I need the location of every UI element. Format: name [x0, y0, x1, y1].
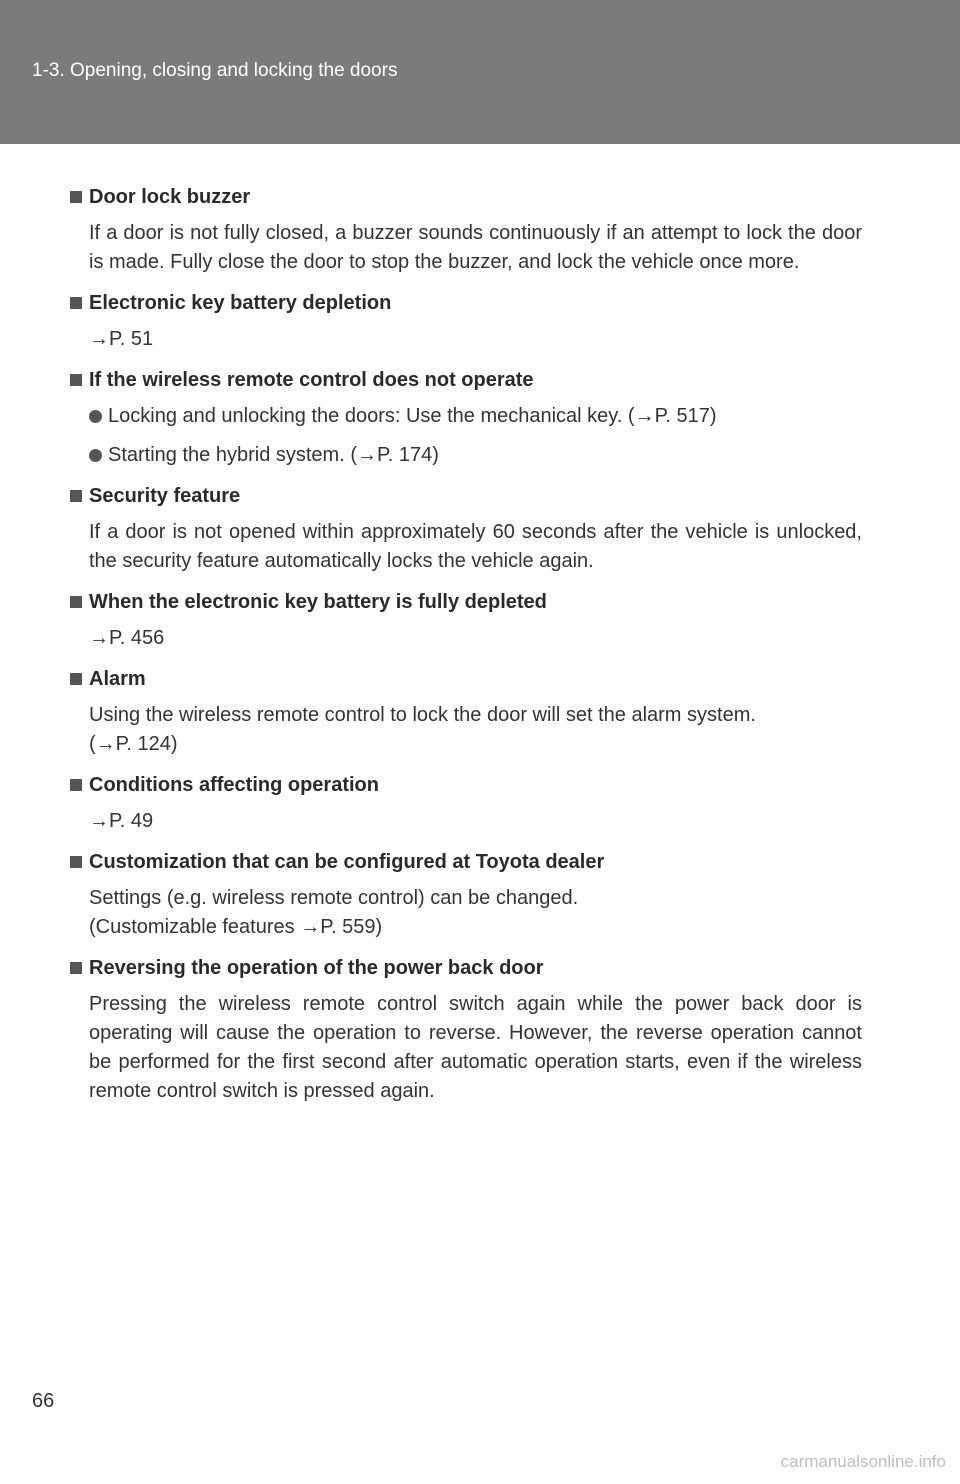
body-line: (Customizable features →P. 559)	[89, 916, 383, 938]
section-security-feature	[70, 482, 862, 576]
body-line: Using the wireless remote control to lock the door will set the alarm system.	[89, 704, 756, 726]
section-heading: Door lock buzzer	[89, 186, 251, 208]
square-bullet-icon	[70, 490, 82, 502]
list-item	[89, 441, 862, 470]
section-heading: Reversing the operation of the power back door	[89, 957, 544, 979]
section-body: Pressing the wireless remote control switch again while the power back door is operating will cause the operation to reverse. However, the reverse operation cannot be performed for the first second after automatic operation starts, even if the wireless remote control switch is pressed again.	[89, 993, 862, 1102]
section-heading: Conditions affecting operation	[89, 774, 379, 796]
section-heading: Electronic key battery depletion	[89, 292, 392, 314]
section-reversing-back-door	[70, 954, 862, 1106]
section-alarm	[70, 665, 862, 759]
section-customization	[70, 848, 862, 942]
circle-bullet-icon	[89, 410, 102, 423]
body-line: Settings (e.g. wireless remote control) can be changed.	[89, 887, 579, 909]
list-item	[89, 402, 862, 431]
section-body	[89, 701, 862, 759]
square-bullet-icon	[70, 856, 82, 868]
list-item-text: Starting the hybrid system. (→P. 174)	[108, 444, 439, 466]
square-bullet-icon	[70, 962, 82, 974]
section-heading: Alarm	[89, 668, 146, 690]
section-heading: Customization that can be configured at Toyota dealer	[89, 851, 605, 873]
section-title: 1-3. Opening, closing and locking the doors	[32, 60, 398, 81]
page-reference: →P. 456	[89, 627, 165, 649]
square-bullet-icon	[70, 596, 82, 608]
square-bullet-icon	[70, 191, 82, 203]
section-body	[89, 884, 862, 942]
section-key-fully-depleted	[70, 588, 862, 653]
page-reference: →P. 51	[89, 328, 154, 350]
section-heading: If the wireless remote control does not operate	[89, 369, 534, 391]
section-key-battery-depletion	[70, 289, 862, 354]
section-remote-not-operating	[70, 366, 862, 470]
section-heading: Security feature	[89, 485, 241, 507]
page-content	[70, 183, 862, 1118]
square-bullet-icon	[70, 374, 82, 386]
body-line: (→P. 124)	[89, 733, 178, 755]
page-reference: →P. 49	[89, 810, 154, 832]
section-body: If a door is not fully closed, a buzzer sounds continuously if an attempt to lock the door is made. Fully close the door to stop the buzzer, and lock the vehicle once more.	[89, 222, 862, 273]
square-bullet-icon	[70, 779, 82, 791]
circle-bullet-icon	[89, 449, 102, 462]
page-number: 66	[32, 1390, 55, 1412]
page-header	[0, 0, 960, 144]
square-bullet-icon	[70, 297, 82, 309]
section-operating-conditions	[70, 771, 862, 836]
list-item-text: Locking and unlocking the doors: Use the mechanical key. (→P. 517)	[108, 405, 717, 427]
watermark: carmanualsonline.info	[780, 1452, 946, 1471]
section-heading: When the electronic key battery is fully depleted	[89, 591, 547, 613]
section-body: If a door is not opened within approximately 60 seconds after the vehicle is unlocked, the security feature automatically locks the vehicle again.	[89, 521, 862, 572]
section-door-lock-buzzer	[70, 183, 862, 277]
square-bullet-icon	[70, 673, 82, 685]
